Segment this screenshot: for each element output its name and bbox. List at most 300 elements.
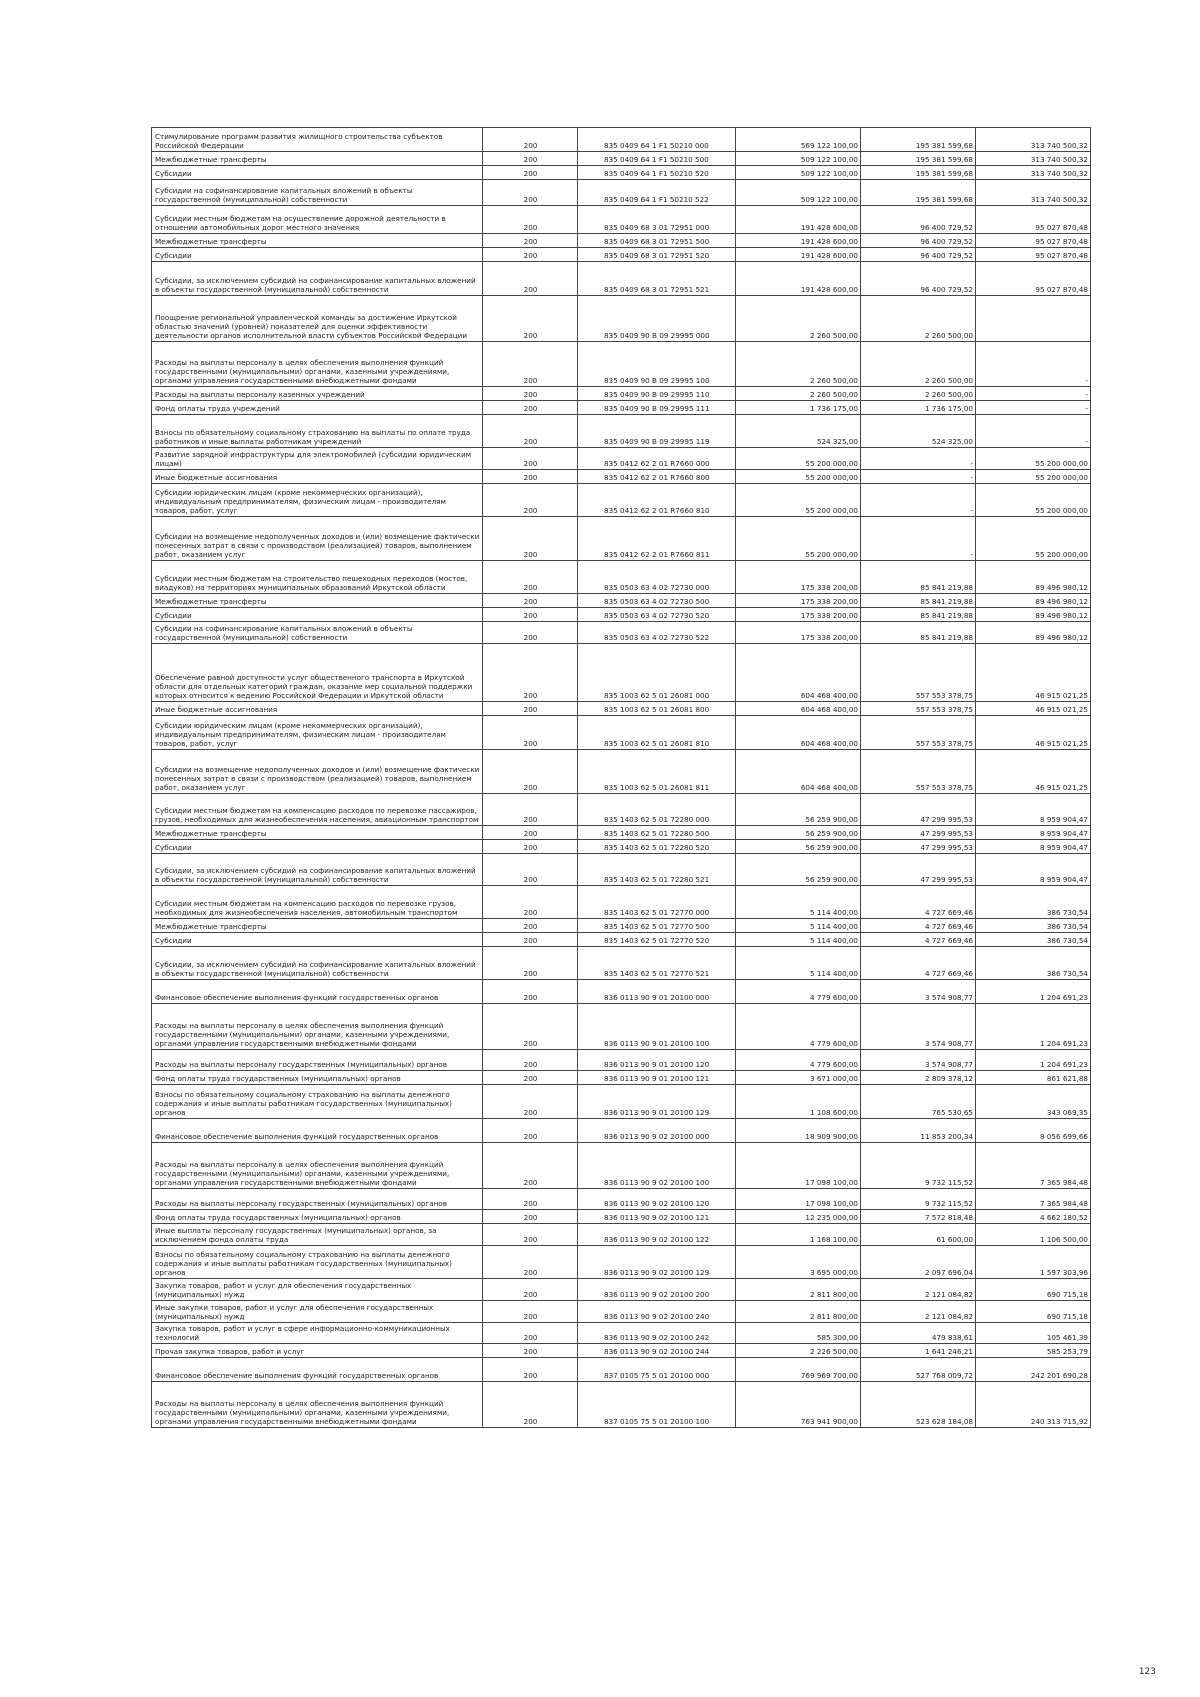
- row-unexecuted-amount: 46 915 021,25: [976, 716, 1091, 750]
- table-row: [152, 933, 1091, 947]
- row-executed-amount: 557 553 378,75: [861, 716, 976, 750]
- table-row: [152, 1119, 1091, 1143]
- row-approved-amount: 763 941 900,00: [736, 1382, 861, 1428]
- row-approved-amount: 2 811 800,00: [736, 1279, 861, 1301]
- row-unexecuted-amount: -: [976, 415, 1091, 448]
- row-approved-amount: 175 338 200,00: [736, 561, 861, 594]
- row-approved-amount: 175 338 200,00: [736, 608, 861, 622]
- row-executed-amount: 765 530,65: [861, 1085, 976, 1119]
- table-row: [152, 342, 1091, 387]
- row-line-code: 200: [483, 234, 578, 248]
- row-unexecuted-amount: 313 740 500,32: [976, 152, 1091, 166]
- row-budget-classification-code: 835 0409 64 1 F1 50210 000: [578, 128, 736, 152]
- row-executed-amount: 47 299 995,53: [861, 794, 976, 826]
- row-line-code: 200: [483, 622, 578, 644]
- row-executed-amount: 11 853 200,34: [861, 1119, 976, 1143]
- row-line-code: 200: [483, 1119, 578, 1143]
- row-approved-amount: 2 260 500,00: [736, 296, 861, 342]
- row-line-code: 200: [483, 484, 578, 517]
- row-name: Межбюджетные трансферты: [152, 919, 483, 933]
- row-executed-amount: 85 841 219,88: [861, 594, 976, 608]
- row-budget-classification-code: 835 0409 68 3 01 72951 521: [578, 262, 736, 296]
- row-line-code: 200: [483, 1279, 578, 1301]
- table-row: [152, 128, 1091, 152]
- row-line-code: 200: [483, 1004, 578, 1050]
- row-budget-classification-code: 835 1403 62 5 01 72770 000: [578, 886, 736, 919]
- row-budget-classification-code: 836 0113 90 9 02 20100 200: [578, 1279, 736, 1301]
- row-executed-amount: 9 732 115,52: [861, 1189, 976, 1210]
- row-name: Субсидии местным бюджетам на компенсацию расходов по перевозке грузов, необходимых для жизнеобеспечения населения, автомобильным транспортом: [152, 886, 483, 919]
- table-row: [152, 470, 1091, 484]
- row-executed-amount: 524 325,00: [861, 415, 976, 448]
- row-unexecuted-amount: 386 730,54: [976, 886, 1091, 919]
- row-budget-classification-code: 835 1403 62 5 01 72770 521: [578, 947, 736, 980]
- row-executed-amount: 85 841 219,88: [861, 608, 976, 622]
- table-row: [152, 1344, 1091, 1358]
- row-approved-amount: 18 909 900,00: [736, 1119, 861, 1143]
- row-budget-classification-code: 836 0113 90 9 02 20100 242: [578, 1323, 736, 1344]
- table-row: [152, 644, 1091, 702]
- row-line-code: 200: [483, 608, 578, 622]
- row-line-code: 200: [483, 716, 578, 750]
- row-unexecuted-amount: 55 200 000,00: [976, 517, 1091, 561]
- row-line-code: 200: [483, 1189, 578, 1210]
- row-approved-amount: 55 200 000,00: [736, 517, 861, 561]
- row-budget-classification-code: 835 1403 62 5 01 72280 500: [578, 826, 736, 840]
- row-approved-amount: 769 969 700,00: [736, 1358, 861, 1382]
- row-executed-amount: 96 400 729,52: [861, 206, 976, 234]
- row-budget-classification-code: 835 0409 64 1 F1 50210 520: [578, 166, 736, 180]
- row-unexecuted-amount: 861 621,88: [976, 1071, 1091, 1085]
- row-line-code: 200: [483, 448, 578, 470]
- row-name: Субсидии местным бюджетам на строительство пешеходных переходов (мостов, виадуков) на территориях муниципальных образований Иркутской области: [152, 561, 483, 594]
- row-line-code: 200: [483, 128, 578, 152]
- row-line-code: 200: [483, 517, 578, 561]
- row-budget-classification-code: 835 1403 62 5 01 72770 520: [578, 933, 736, 947]
- table-row: [152, 1224, 1091, 1246]
- row-name: Субсидии, за исключением субсидий на софинансирование капитальных вложений в объекты государственной (муниципальной) собственности: [152, 947, 483, 980]
- row-executed-amount: 2 121 084,82: [861, 1301, 976, 1323]
- row-budget-classification-code: 835 0503 63 4 02 72730 500: [578, 594, 736, 608]
- row-budget-classification-code: 836 0113 90 9 02 20100 121: [578, 1210, 736, 1224]
- row-executed-amount: 4 727 669,46: [861, 919, 976, 933]
- row-budget-classification-code: 835 0409 90 В 09 29995 110: [578, 387, 736, 401]
- row-approved-amount: 4 779 600,00: [736, 1004, 861, 1050]
- row-name: Субсидии юридическим лицам (кроме некоммерческих организаций), индивидуальным предпринимателям, физическим лицам - производителям товаров, работ, услуг: [152, 484, 483, 517]
- row-unexecuted-amount: 8 959 904,47: [976, 854, 1091, 886]
- row-name: Иные выплаты персоналу государственных (муниципальных) органов, за исключением фонда оплаты труда: [152, 1224, 483, 1246]
- row-line-code: 200: [483, 854, 578, 886]
- row-name: Субсидии местным бюджетам на осуществление дорожной деятельности в отношении автомобильных дорог местного значения: [152, 206, 483, 234]
- row-approved-amount: 2 226 500,00: [736, 1344, 861, 1358]
- row-line-code: 200: [483, 1301, 578, 1323]
- row-budget-classification-code: 836 0113 90 9 02 20100 100: [578, 1143, 736, 1189]
- row-approved-amount: 604 468 400,00: [736, 716, 861, 750]
- row-name: Расходы на выплаты персоналу государственных (муниципальных) органов: [152, 1050, 483, 1071]
- row-name: Стимулирование программ развития жилищного строительства субъектов Российской Федерации: [152, 128, 483, 152]
- row-name: Закупка товаров, работ и услуг в сфере информационно-коммуникационных технологий: [152, 1323, 483, 1344]
- row-line-code: 200: [483, 152, 578, 166]
- table-row: [152, 1004, 1091, 1050]
- row-budget-classification-code: 835 0503 63 4 02 72730 522: [578, 622, 736, 644]
- table-row: [152, 622, 1091, 644]
- table-row: [152, 980, 1091, 1004]
- row-line-code: 200: [483, 947, 578, 980]
- row-approved-amount: 55 200 000,00: [736, 484, 861, 517]
- row-budget-classification-code: 835 0412 62 2 01 R7660 811: [578, 517, 736, 561]
- row-name: Субсидии местным бюджетам на компенсацию расходов по перевозке пассажиров, грузов, необходимых для жизнеобеспечения населения, авиационным транспортом: [152, 794, 483, 826]
- row-line-code: 200: [483, 401, 578, 415]
- row-name: Расходы на выплаты персоналу казенных учреждений: [152, 387, 483, 401]
- row-budget-classification-code: 835 0409 64 1 F1 50210 522: [578, 180, 736, 206]
- row-line-code: 200: [483, 206, 578, 234]
- table-row: [152, 296, 1091, 342]
- row-name: Расходы на выплаты персоналу государственных (муниципальных) органов: [152, 1189, 483, 1210]
- row-executed-amount: 2 121 084,82: [861, 1279, 976, 1301]
- row-executed-amount: 85 841 219,88: [861, 622, 976, 644]
- row-executed-amount: 47 299 995,53: [861, 854, 976, 886]
- row-line-code: 200: [483, 826, 578, 840]
- row-unexecuted-amount: 8 959 904,47: [976, 840, 1091, 854]
- row-unexecuted-amount: 89 496 980,12: [976, 594, 1091, 608]
- row-approved-amount: 509 122 100,00: [736, 152, 861, 166]
- row-executed-amount: 3 574 908,77: [861, 1004, 976, 1050]
- table-row: [152, 262, 1091, 296]
- row-unexecuted-amount: 8 056 699,66: [976, 1119, 1091, 1143]
- row-unexecuted-amount: 313 740 500,32: [976, 166, 1091, 180]
- row-line-code: 200: [483, 794, 578, 826]
- row-name: Расходы на выплаты персоналу в целях обеспечения выполнения функций государственными (муниципальными) органами, казенными учреждениями, органами управления государственными внебюджетными фондами: [152, 1004, 483, 1050]
- row-budget-classification-code: 836 0113 90 9 02 20100 129: [578, 1246, 736, 1279]
- row-executed-amount: 2 260 500,00: [861, 342, 976, 387]
- row-approved-amount: 5 114 400,00: [736, 886, 861, 919]
- table-row: [152, 840, 1091, 854]
- row-unexecuted-amount: 1 204 691,23: [976, 980, 1091, 1004]
- row-budget-classification-code: 836 0113 90 9 02 20100 240: [578, 1301, 736, 1323]
- row-name: Субсидии: [152, 166, 483, 180]
- row-approved-amount: 2 260 500,00: [736, 342, 861, 387]
- row-approved-amount: 17 098 100,00: [736, 1143, 861, 1189]
- row-approved-amount: 1 168 100,00: [736, 1224, 861, 1246]
- table-row: [152, 1071, 1091, 1085]
- row-line-code: 200: [483, 1071, 578, 1085]
- row-name: Субсидии на возмещение недополученных доходов и (или) возмещение фактически понесенных затрат в связи с производством (реализацией) товаров, выполнением работ, оказанием услуг: [152, 750, 483, 794]
- row-budget-classification-code: 836 0113 90 9 01 20100 120: [578, 1050, 736, 1071]
- row-approved-amount: 2 811 800,00: [736, 1301, 861, 1323]
- row-name: Межбюджетные трансферты: [152, 594, 483, 608]
- table-row: [152, 826, 1091, 840]
- row-name: Финансовое обеспечение выполнения функций государственных органов: [152, 1358, 483, 1382]
- row-executed-amount: 523 628 184,08: [861, 1382, 976, 1428]
- row-unexecuted-amount: 55 200 000,00: [976, 470, 1091, 484]
- row-executed-amount: -: [861, 517, 976, 561]
- row-unexecuted-amount: 89 496 980,12: [976, 561, 1091, 594]
- row-line-code: 200: [483, 1210, 578, 1224]
- row-approved-amount: 191 428 600,00: [736, 262, 861, 296]
- row-name: Субсидии, за исключением субсидий на софинансирование капитальных вложений в объекты государственной (муниципальной) собственности: [152, 854, 483, 886]
- row-line-code: 200: [483, 248, 578, 262]
- row-unexecuted-amount: 1 106 500,00: [976, 1224, 1091, 1246]
- row-executed-amount: 195 381 599,68: [861, 166, 976, 180]
- row-unexecuted-amount: 4 662 180,52: [976, 1210, 1091, 1224]
- row-budget-classification-code: 836 0113 90 9 01 20100 129: [578, 1085, 736, 1119]
- table-row: [152, 1085, 1091, 1119]
- row-name: Субсидии: [152, 933, 483, 947]
- row-budget-classification-code: 835 1003 62 5 01 26081 000: [578, 644, 736, 702]
- row-budget-classification-code: 835 0409 68 3 01 72951 520: [578, 248, 736, 262]
- row-executed-amount: 1 736 175,00: [861, 401, 976, 415]
- table-row: [152, 561, 1091, 594]
- row-budget-classification-code: 835 0409 68 3 01 72951 500: [578, 234, 736, 248]
- row-executed-amount: 85 841 219,88: [861, 561, 976, 594]
- row-line-code: 200: [483, 1358, 578, 1382]
- row-name: Субсидии: [152, 248, 483, 262]
- row-executed-amount: 557 553 378,75: [861, 644, 976, 702]
- table-row: [152, 947, 1091, 980]
- row-line-code: 200: [483, 594, 578, 608]
- row-budget-classification-code: 835 1403 62 5 01 72280 520: [578, 840, 736, 854]
- row-budget-classification-code: 835 0409 64 1 F1 50210 500: [578, 152, 736, 166]
- row-executed-amount: 557 553 378,75: [861, 702, 976, 716]
- row-line-code: 200: [483, 415, 578, 448]
- table-row: [152, 152, 1091, 166]
- row-executed-amount: 3 574 908,77: [861, 980, 976, 1004]
- row-approved-amount: 5 114 400,00: [736, 947, 861, 980]
- row-budget-classification-code: 837 0105 75 5 01 20100 100: [578, 1382, 736, 1428]
- row-executed-amount: 47 299 995,53: [861, 826, 976, 840]
- row-budget-classification-code: 835 1003 62 5 01 26081 810: [578, 716, 736, 750]
- row-name: Иные бюджетные ассигнования: [152, 702, 483, 716]
- budget-execution-table: [151, 127, 1091, 1428]
- row-approved-amount: 56 259 900,00: [736, 794, 861, 826]
- row-name: Фонд оплаты труда учреждений: [152, 401, 483, 415]
- row-executed-amount: 47 299 995,53: [861, 840, 976, 854]
- table-row: [152, 1246, 1091, 1279]
- row-name: Иные закупки товаров, работ и услуг для обеспечения государственных (муниципальных) нужд: [152, 1301, 483, 1323]
- row-budget-classification-code: 836 0113 90 9 01 20100 000: [578, 980, 736, 1004]
- row-line-code: 200: [483, 644, 578, 702]
- row-line-code: 200: [483, 933, 578, 947]
- row-line-code: 200: [483, 1382, 578, 1428]
- row-unexecuted-amount: 1 597 303,96: [976, 1246, 1091, 1279]
- row-unexecuted-amount: 1 204 691,23: [976, 1004, 1091, 1050]
- row-unexecuted-amount: 1 204 691,23: [976, 1050, 1091, 1071]
- row-executed-amount: 7 572 818,48: [861, 1210, 976, 1224]
- row-approved-amount: 585 300,00: [736, 1323, 861, 1344]
- table-row: [152, 180, 1091, 206]
- row-approved-amount: 604 468 400,00: [736, 644, 861, 702]
- row-unexecuted-amount: [976, 296, 1091, 342]
- row-unexecuted-amount: -: [976, 342, 1091, 387]
- table-row: [152, 1279, 1091, 1301]
- row-line-code: 200: [483, 1085, 578, 1119]
- table-row: [152, 448, 1091, 470]
- table-row: [152, 702, 1091, 716]
- page-number: 123: [1138, 1667, 1156, 1677]
- row-approved-amount: 1 736 175,00: [736, 401, 861, 415]
- row-unexecuted-amount: 690 715,18: [976, 1279, 1091, 1301]
- row-line-code: 200: [483, 180, 578, 206]
- row-line-code: 200: [483, 342, 578, 387]
- row-name: Фонд оплаты труда государственных (муниципальных) органов: [152, 1071, 483, 1085]
- row-approved-amount: 191 428 600,00: [736, 234, 861, 248]
- row-executed-amount: -: [861, 484, 976, 517]
- row-name: Развитие зарядной инфраструктуры для электромобилей (субсидии юридическим лицам): [152, 448, 483, 470]
- row-executed-amount: 4 727 669,46: [861, 947, 976, 980]
- row-executed-amount: 479 838,61: [861, 1323, 976, 1344]
- row-executed-amount: 61 600,00: [861, 1224, 976, 1246]
- row-executed-amount: 96 400 729,52: [861, 248, 976, 262]
- row-name: Субсидии: [152, 840, 483, 854]
- row-line-code: 200: [483, 1323, 578, 1344]
- row-unexecuted-amount: 313 740 500,32: [976, 128, 1091, 152]
- table-row: [152, 1050, 1091, 1071]
- row-budget-classification-code: 835 0409 90 В 09 29995 000: [578, 296, 736, 342]
- row-approved-amount: 5 114 400,00: [736, 919, 861, 933]
- row-approved-amount: 604 468 400,00: [736, 750, 861, 794]
- row-line-code: 200: [483, 262, 578, 296]
- row-name: Субсидии на софинансирование капитальных вложений в объекты государственной (муниципальной) собственности: [152, 622, 483, 644]
- row-unexecuted-amount: 89 496 980,12: [976, 608, 1091, 622]
- row-name: Финансовое обеспечение выполнения функций государственных органов: [152, 980, 483, 1004]
- row-budget-classification-code: 836 0113 90 9 02 20100 122: [578, 1224, 736, 1246]
- row-approved-amount: 56 259 900,00: [736, 840, 861, 854]
- row-unexecuted-amount: 55 200 000,00: [976, 448, 1091, 470]
- row-approved-amount: 3 671 000,00: [736, 1071, 861, 1085]
- row-line-code: 200: [483, 296, 578, 342]
- table-row: [152, 387, 1091, 401]
- row-name: Расходы на выплаты персоналу в целях обеспечения выполнения функций государственными (муниципальными) органами, казенными учреждениями, органами управления государственными внебюджетными фондами: [152, 1382, 483, 1428]
- row-line-code: 200: [483, 470, 578, 484]
- row-approved-amount: 191 428 600,00: [736, 206, 861, 234]
- row-name: Фонд оплаты труда государственных (муниципальных) органов: [152, 1210, 483, 1224]
- row-approved-amount: 509 122 100,00: [736, 166, 861, 180]
- table-row: [152, 608, 1091, 622]
- row-budget-classification-code: 836 0113 90 9 01 20100 100: [578, 1004, 736, 1050]
- row-budget-classification-code: 836 0113 90 9 02 20100 244: [578, 1344, 736, 1358]
- row-executed-amount: 195 381 599,68: [861, 180, 976, 206]
- row-budget-classification-code: 835 0412 62 2 01 R7660 800: [578, 470, 736, 484]
- table-row: [152, 1358, 1091, 1382]
- row-executed-amount: 9 732 115,52: [861, 1143, 976, 1189]
- row-name: Субсидии юридическим лицам (кроме некоммерческих организаций), индивидуальным предпринимателям, физическим лицам - производителям товаров, работ, услуг: [152, 716, 483, 750]
- row-approved-amount: 5 114 400,00: [736, 933, 861, 947]
- table-row: [152, 854, 1091, 886]
- row-name: Межбюджетные трансферты: [152, 234, 483, 248]
- row-name: Расходы на выплаты персоналу в целях обеспечения выполнения функций государственными (муниципальными) органами, казенными учреждениями, органами управления государственными внебюджетными фондами: [152, 342, 483, 387]
- row-approved-amount: 191 428 600,00: [736, 248, 861, 262]
- row-name: Иные бюджетные ассигнования: [152, 470, 483, 484]
- table-row: [152, 1210, 1091, 1224]
- row-approved-amount: 56 259 900,00: [736, 854, 861, 886]
- row-unexecuted-amount: 313 740 500,32: [976, 180, 1091, 206]
- table-row: [152, 1323, 1091, 1344]
- table-row: [152, 517, 1091, 561]
- row-unexecuted-amount: 46 915 021,25: [976, 750, 1091, 794]
- table-row: [152, 166, 1091, 180]
- row-line-code: 200: [483, 387, 578, 401]
- row-line-code: 200: [483, 1344, 578, 1358]
- row-approved-amount: 4 779 600,00: [736, 1050, 861, 1071]
- row-budget-classification-code: 835 0409 90 В 09 29995 111: [578, 401, 736, 415]
- row-executed-amount: 96 400 729,52: [861, 262, 976, 296]
- table-row: [152, 750, 1091, 794]
- row-unexecuted-amount: 95 027 870,48: [976, 234, 1091, 248]
- row-budget-classification-code: 835 1403 62 5 01 72280 000: [578, 794, 736, 826]
- row-unexecuted-amount: 55 200 000,00: [976, 484, 1091, 517]
- row-name: Субсидии: [152, 608, 483, 622]
- table-row: [152, 886, 1091, 919]
- row-line-code: 200: [483, 750, 578, 794]
- row-executed-amount: 2 809 378,12: [861, 1071, 976, 1085]
- row-unexecuted-amount: 89 496 980,12: [976, 622, 1091, 644]
- row-unexecuted-amount: 95 027 870,48: [976, 262, 1091, 296]
- row-line-code: 200: [483, 1050, 578, 1071]
- table-row: [152, 415, 1091, 448]
- row-executed-amount: 4 727 669,46: [861, 886, 976, 919]
- row-line-code: 200: [483, 561, 578, 594]
- row-executed-amount: 195 381 599,68: [861, 128, 976, 152]
- table-row: [152, 594, 1091, 608]
- row-executed-amount: 2 097 696,04: [861, 1246, 976, 1279]
- row-approved-amount: 12 235 000,00: [736, 1210, 861, 1224]
- row-executed-amount: 2 260 500,00: [861, 296, 976, 342]
- table-row: [152, 484, 1091, 517]
- row-unexecuted-amount: 585 253,79: [976, 1344, 1091, 1358]
- table-row: [152, 1189, 1091, 1210]
- row-line-code: 200: [483, 702, 578, 716]
- row-budget-classification-code: 835 0412 62 2 01 R7660 810: [578, 484, 736, 517]
- row-line-code: 200: [483, 1224, 578, 1246]
- row-unexecuted-amount: -: [976, 387, 1091, 401]
- row-approved-amount: 2 260 500,00: [736, 387, 861, 401]
- row-name: Взносы по обязательному социальному страхованию на выплаты денежного содержания и иные выплаты работникам государственных (муниципальных) органов: [152, 1085, 483, 1119]
- row-budget-classification-code: 835 0409 90 В 09 29995 119: [578, 415, 736, 448]
- row-approved-amount: 509 122 100,00: [736, 180, 861, 206]
- row-budget-classification-code: 835 1003 62 5 01 26081 811: [578, 750, 736, 794]
- row-approved-amount: 55 200 000,00: [736, 448, 861, 470]
- row-name: Прочая закупка товаров, работ и услуг: [152, 1344, 483, 1358]
- row-line-code: 200: [483, 1246, 578, 1279]
- row-unexecuted-amount: 8 959 904,47: [976, 826, 1091, 840]
- row-budget-classification-code: 835 1403 62 5 01 72770 500: [578, 919, 736, 933]
- row-approved-amount: 569 122 100,00: [736, 128, 861, 152]
- row-approved-amount: 17 098 100,00: [736, 1189, 861, 1210]
- row-executed-amount: 3 574 908,77: [861, 1050, 976, 1071]
- row-budget-classification-code: 835 1003 62 5 01 26081 800: [578, 702, 736, 716]
- row-unexecuted-amount: 105 461,39: [976, 1323, 1091, 1344]
- table-row: [152, 234, 1091, 248]
- row-name: Взносы по обязательному социальному страхованию на выплаты по оплате труда работников и иные выплаты работникам учреждений: [152, 415, 483, 448]
- row-name: Взносы по обязательному социальному страхованию на выплаты денежного содержания и иные выплаты работникам государственных (муниципальных) органов: [152, 1246, 483, 1279]
- row-approved-amount: 1 108 600,00: [736, 1085, 861, 1119]
- row-unexecuted-amount: 7 365 984,48: [976, 1143, 1091, 1189]
- row-unexecuted-amount: 386 730,54: [976, 933, 1091, 947]
- row-executed-amount: 4 727 669,46: [861, 933, 976, 947]
- row-name: Расходы на выплаты персоналу в целях обеспечения выполнения функций государственными (муниципальными) органами, казенными учреждениями, органами управления государственными внебюджетными фондами: [152, 1143, 483, 1189]
- row-executed-amount: 2 260 500,00: [861, 387, 976, 401]
- row-approved-amount: 175 338 200,00: [736, 594, 861, 608]
- row-name: Субсидии на софинансирование капитальных вложений в объекты государственной (муниципальной) собственности: [152, 180, 483, 206]
- row-unexecuted-amount: 95 027 870,48: [976, 206, 1091, 234]
- row-unexecuted-amount: 46 915 021,25: [976, 702, 1091, 716]
- row-budget-classification-code: 836 0113 90 9 02 20100 000: [578, 1119, 736, 1143]
- row-unexecuted-amount: 7 365 984,48: [976, 1189, 1091, 1210]
- table-row: [152, 794, 1091, 826]
- row-executed-amount: 195 381 599,68: [861, 152, 976, 166]
- row-line-code: 200: [483, 840, 578, 854]
- row-line-code: 200: [483, 166, 578, 180]
